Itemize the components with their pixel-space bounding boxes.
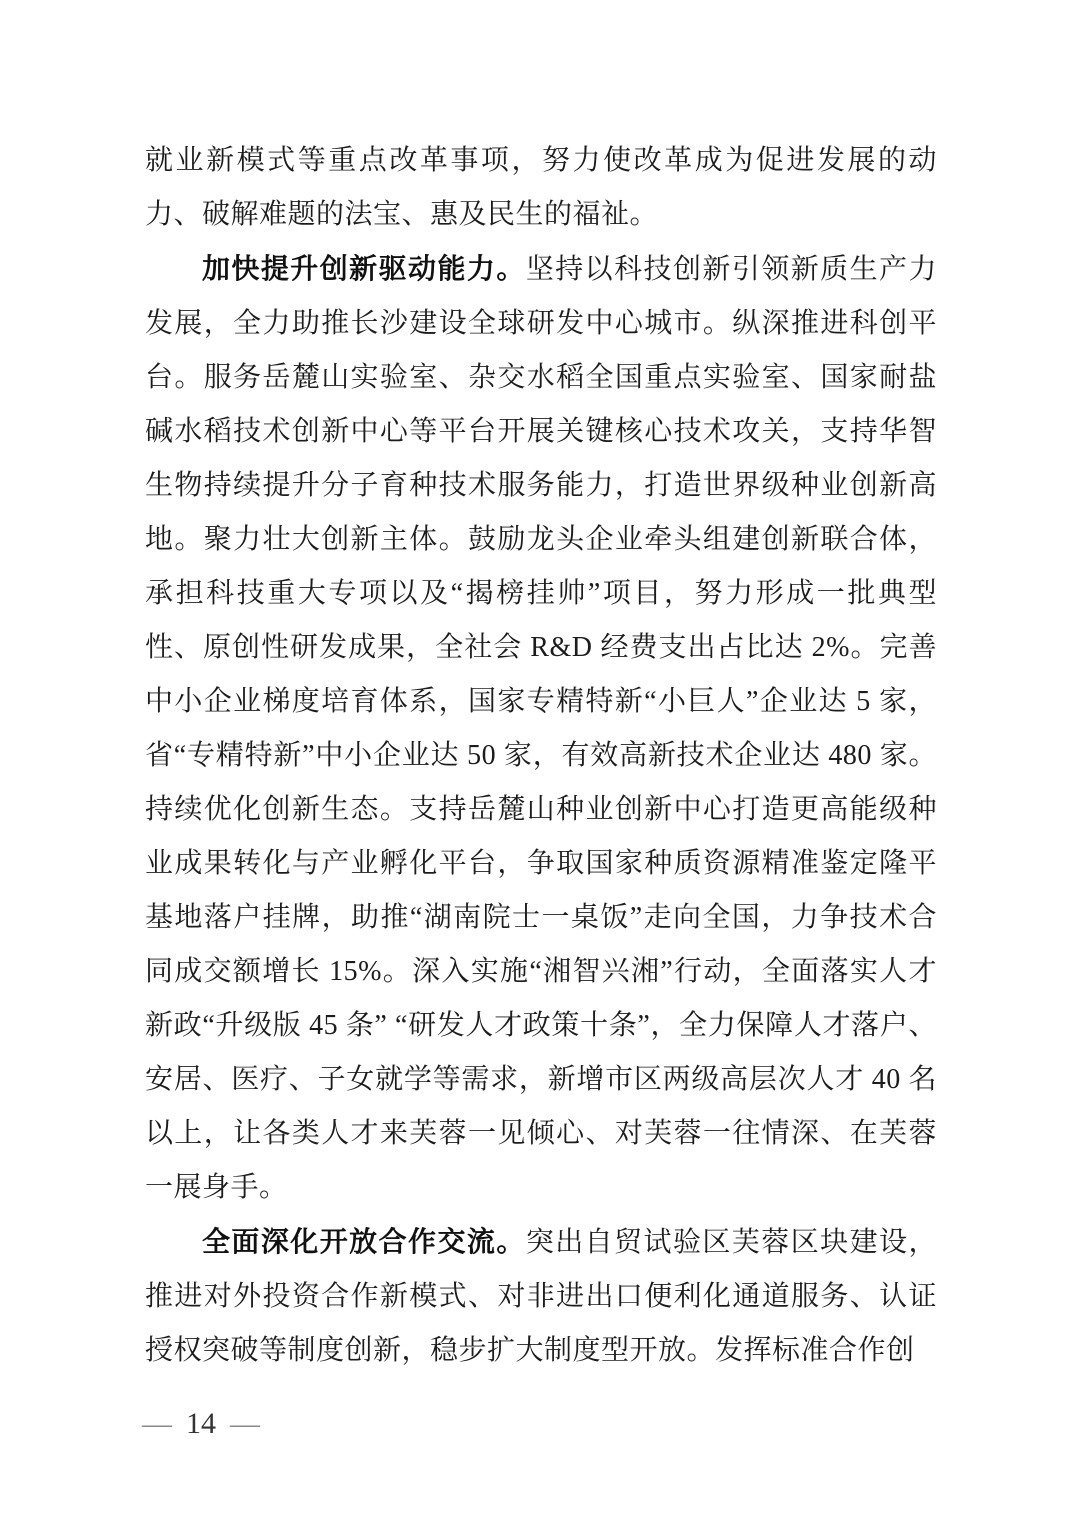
paragraph-continuation	[145, 134, 937, 242]
paragraph-open-cooperation	[145, 1215, 937, 1378]
page-footer	[142, 1404, 260, 1444]
page-text-block	[145, 134, 937, 1378]
paragraph-lead-bold: 全面深化开放合作交流。	[202, 1226, 526, 1257]
page-number-right-dash: —	[230, 1407, 260, 1440]
paragraph-innovation-drive	[145, 242, 937, 1215]
paragraph-lead-bold: 加快提升创新驱动能力。	[202, 253, 526, 284]
page-number-left-dash: —	[142, 1407, 172, 1440]
paragraph-text: 坚持以科技创新引领新质生产力发展，全力助推长沙建设全球研发中心城市。纵深推进科创平台。服务岳麓山实验室、杂交水稻全国重点实验室、国家耐盐碱水稻技术创新中心等平台开展关键核心技术攻关，支持华智生物持续提升分子育种技术服务能力，打造世界级种业创新高地。聚力壮大创新主体。鼓励龙头企业牵头组建创新联合体，承担科技重大专项以及“揭榜挂帅”项目，努力形成一批典型性、原创性研发成果，全社会 R&D 经费支出占比达 2%。完善中小企业梯度培育体系，国家专精特新“小巨人”企业达 5 家，省“专精特新”中小企业达 50 家，有效高新技术企业达 480 家。持续优化创新生态。支持岳麓山种业创新中心打造更高能级种业成果转化与产业孵化平台，争取国家种质资源精准鉴定隆平基地落户挂牌，助推“湖南院士一桌饭”走向全国，力争技术合同成交额增长 15%。深入实施“湘智兴湘”行动，全面落实人才新政“升级版 45 条” “研发人才政策十条”，全力保障人才落户、安居、医疗、子女就学等需求，新增市区两级高层次人才 40 名以上，让各类人才来芙蓉一见倾心、对芙蓉一往情深、在芙蓉一展身手。	[145, 254, 937, 1203]
paragraph-text: 突出自贸试验区芙蓉区块建设，推进对外投资合作新模式、对非进出口便利化通道服务、认证授权突破等制度创新，稳步扩大制度型开放。发挥标准合作创	[145, 1227, 937, 1366]
page-number: 14	[186, 1407, 216, 1440]
paragraph-text: 就业新模式等重点改革事项，努力使改革成为促进发展的动力、破解难题的法宝、惠及民生的福祉。	[145, 145, 937, 230]
